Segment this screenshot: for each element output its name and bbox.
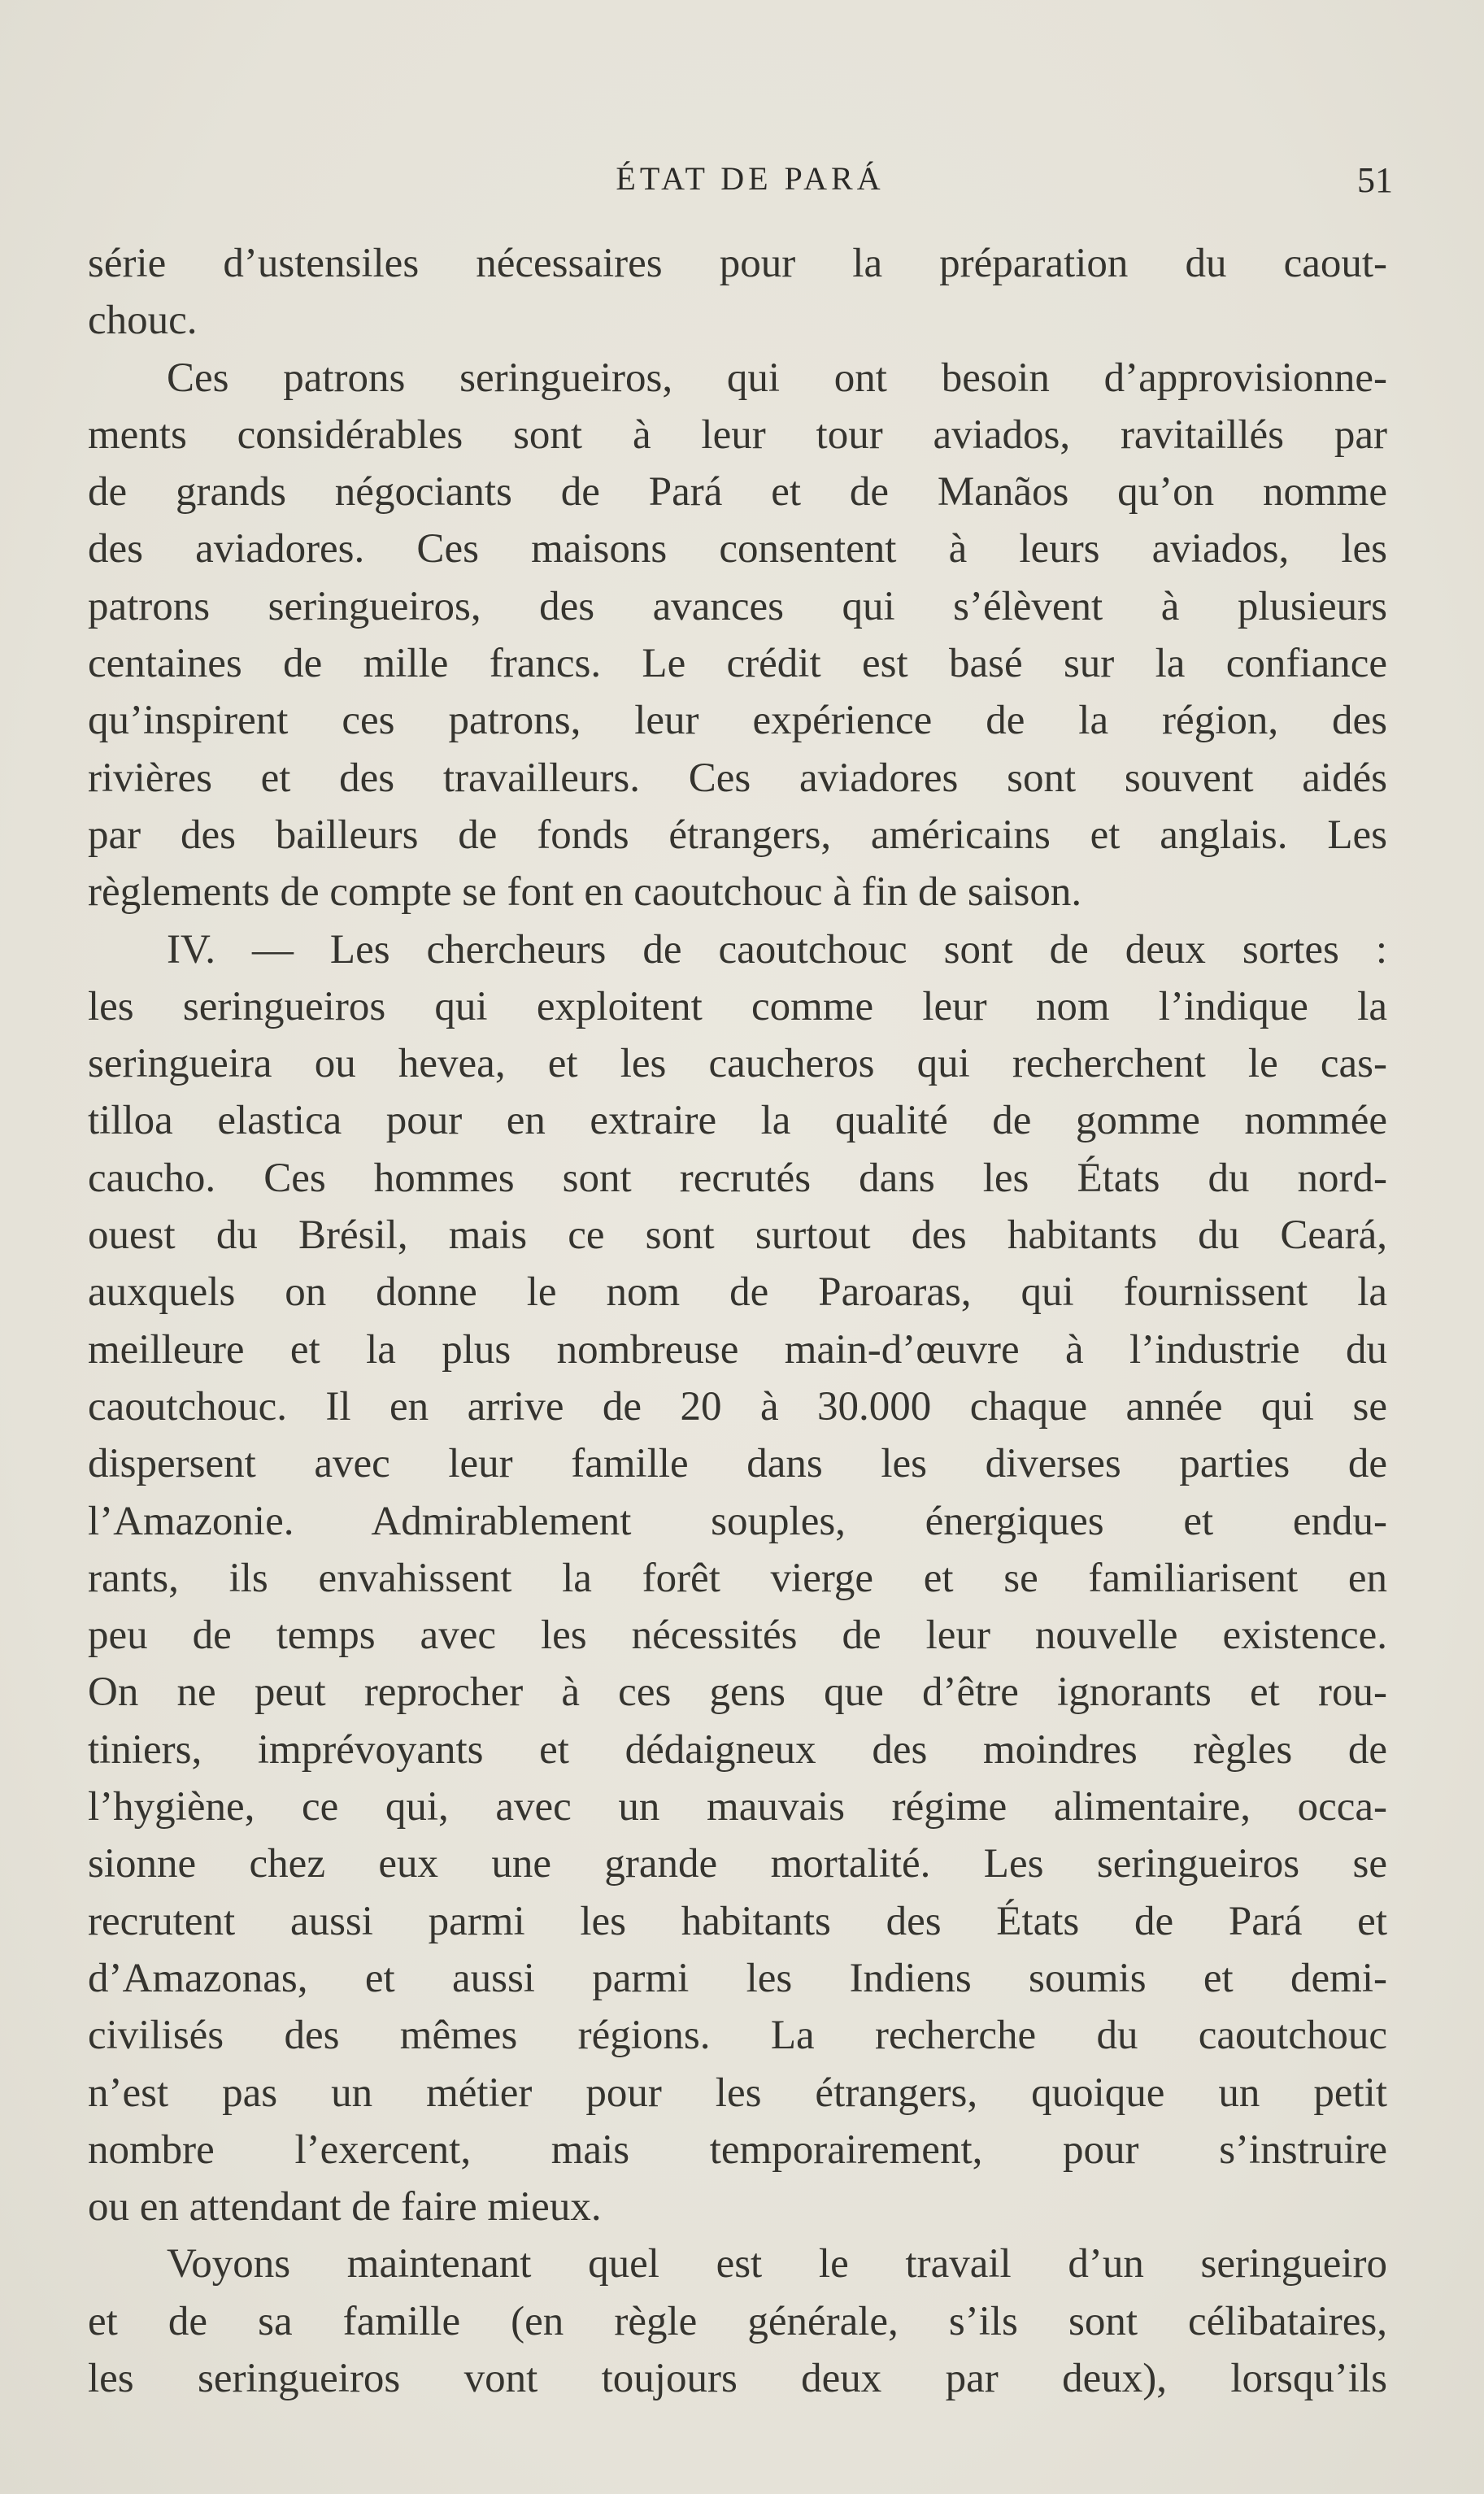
text-line: recrutent aussi parmi les habitants des États de Pará et: [88, 1898, 1387, 1944]
text-line: meilleure et la plus nombreuse main-d’œuvre à l’industrie du: [88, 1326, 1387, 1373]
text-line: civilisés des mêmes régions. La recherche du caoutchouc: [88, 2013, 1387, 2059]
text-line: patrons seringueiros, des avances qui s’élèvent à plusieurs: [88, 583, 1387, 629]
text-line: ments considérables sont à leur tour aviados, ravitaillés par: [88, 411, 1387, 458]
text-line: et de sa famille (en règle générale, s’ils sont célibataires,: [88, 2298, 1387, 2344]
text-line: des aviadores. Ces maisons consentent à leurs aviados, les: [88, 526, 1387, 572]
text-line: par des bailleurs de fonds étrangers, américains et anglais. Les: [88, 812, 1387, 858]
text-line: peu de temps avec les nécessités de leur nouvelle existence.: [88, 1613, 1387, 1659]
text-line: rants, ils envahissent la forêt vierge et se familiarisent en: [88, 1555, 1387, 1601]
text-line: les seringueiros vont toujours deux par deux), lorsqu’ils: [88, 2355, 1387, 2401]
text-line: Ces patrons seringueiros, qui ont besoin d’approvisionne-: [167, 355, 1387, 401]
text-line: Voyons maintenant quel est le travail d’un seringueiro: [167, 2241, 1387, 2287]
text-line: On ne peut reprocher à ces gens que d’être ignorants et rou-: [88, 1669, 1387, 1716]
text-line: tiniers, imprévoyants et dédaigneux des moindres règles de: [88, 1726, 1387, 1773]
body-text: [88, 235, 1387, 2407]
text-line: centaines de mille francs. Le crédit est basé sur la confiance: [88, 641, 1387, 687]
text-line: de grands négociants de Pará et de Manãos qu’on nomme: [88, 469, 1387, 516]
text-line: n’est pas un métier pour les étrangers, quoique un petit: [88, 2070, 1387, 2116]
text-line: nombre l’exercent, mais temporairement, pour s’instruire: [88, 2126, 1387, 2173]
text-line: IV. — Les chercheurs de caoutchouc sont de deux sortes :: [167, 926, 1387, 973]
text-line: ou en attendant de faire mieux.: [88, 2184, 602, 2231]
text-line: l’hygiène, ce qui, avec un mauvais régime alimentaire, occa-: [88, 1784, 1387, 1830]
text-line: seringueira ou hevea, et les caucheros qui recherchent le cas-: [88, 1041, 1387, 1087]
text-line: série d’ustensiles nécessaires pour la préparation du caout-: [88, 241, 1387, 286]
text-line: rivières et des travailleurs. Ces aviadores sont souvent aidés: [88, 755, 1387, 801]
text-line: auxquels on donne le nom de Paroaras, qui fournissent la: [88, 1269, 1387, 1316]
text-line: d’Amazonas, et aussi parmi les Indiens soumis et demi-: [88, 1955, 1387, 2001]
text-line: les seringueiros qui exploitent comme leur nom l’indique la: [88, 983, 1387, 1029]
text-line: caucho. Ces hommes sont recrutés dans les États du nord-: [88, 1155, 1387, 1201]
text-line: chouc.: [88, 298, 198, 344]
text-line: l’Amazonie. Admirablement souples, énergiques et endu-: [88, 1498, 1387, 1544]
text-line: tilloa elastica pour en extraire la qualité de gomme nommée: [88, 1098, 1387, 1144]
text-line: dispersent avec leur famille dans les diverses parties de: [88, 1441, 1387, 1487]
text-line: sionne chez eux une grande mortalité. Les seringueiros se: [88, 1841, 1387, 1887]
text-line: caoutchouc. Il en arrive de 20 à 30.000 chaque année qui se: [88, 1383, 1387, 1430]
running-title: ÉTAT DE PARÁ: [616, 160, 885, 197]
text-line: qu’inspirent ces patrons, leur expérience de la région, des: [88, 698, 1387, 744]
text-line: règlements de compte se font en caoutchouc à fin de saison.: [88, 869, 1082, 916]
page-number: 51: [1357, 160, 1393, 200]
text-line: ouest du Brésil, mais ce sont surtout des habitants du Ceará,: [88, 1212, 1387, 1259]
running-head: [0, 159, 1484, 208]
